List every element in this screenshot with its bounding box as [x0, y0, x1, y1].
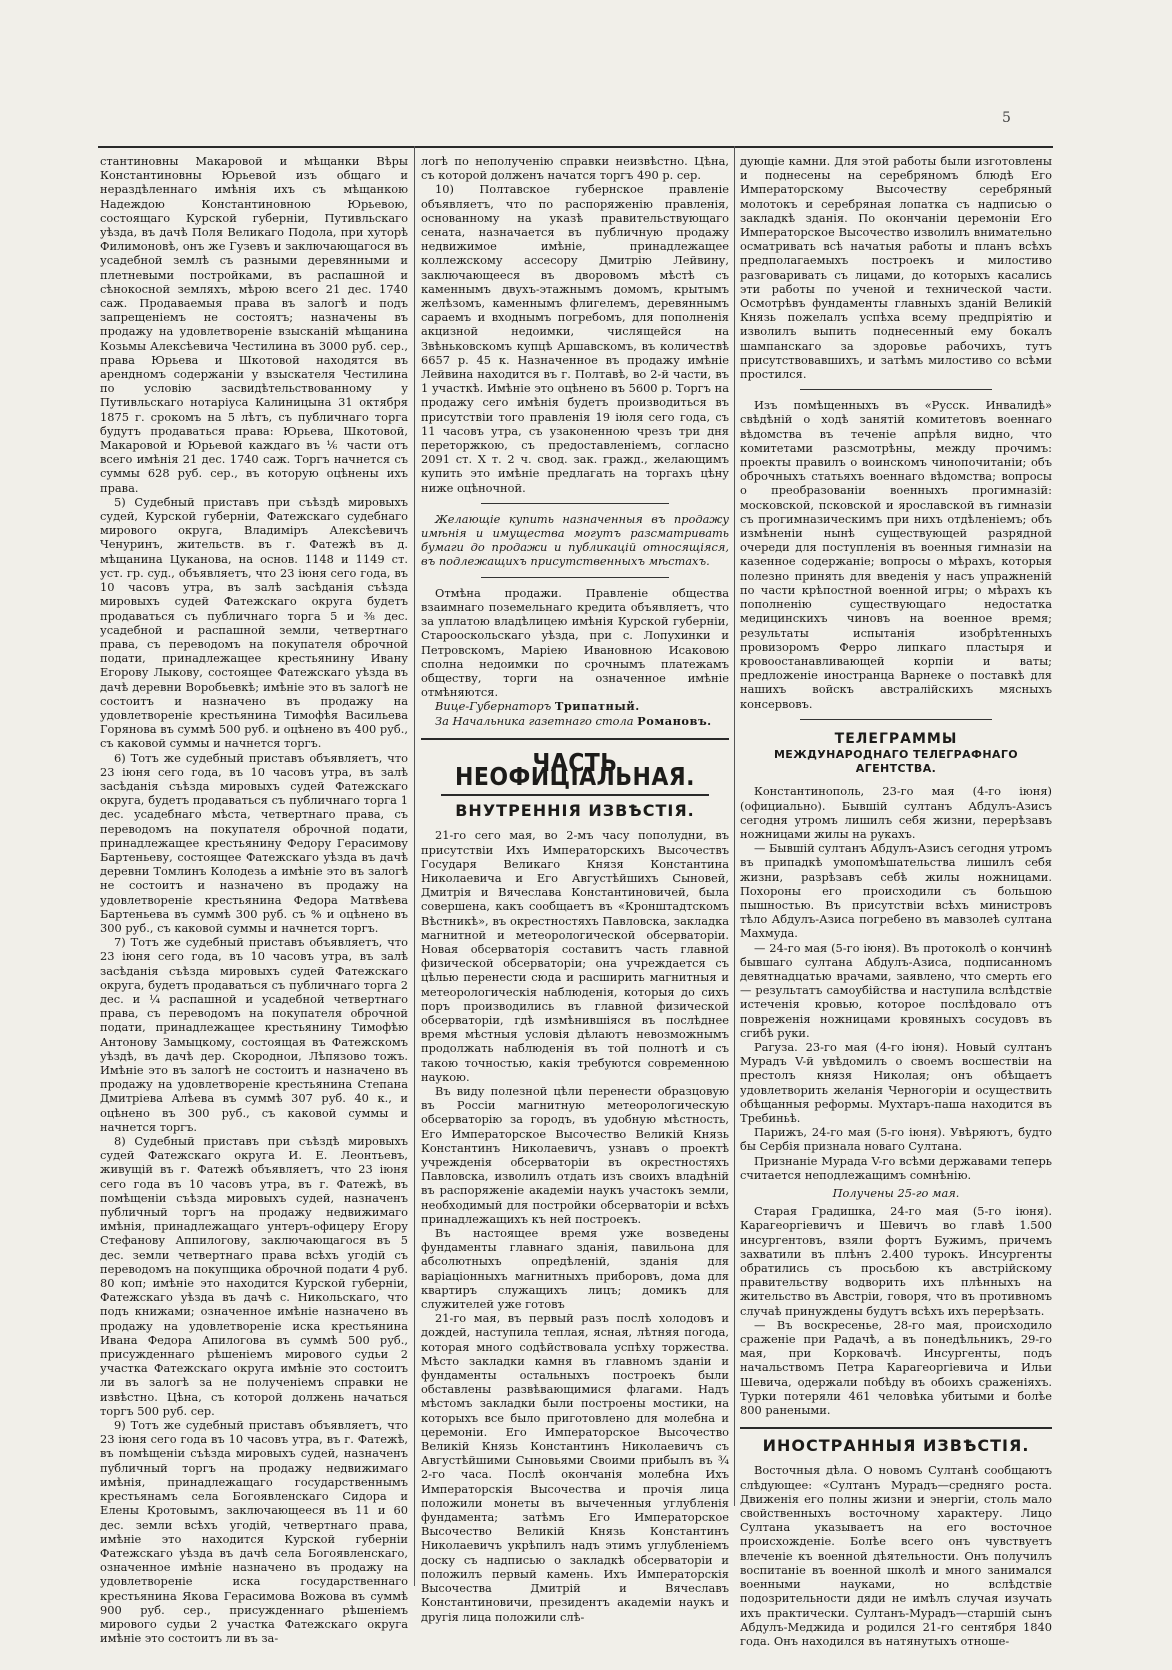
column-divider [414, 146, 415, 1586]
notice-paragraph: 5) Судебный приставъ при съѣздѣ мировыхъ судей, Курской губерніи, Фатежскаго судебнаго мирового округа, Владиміръ Алексѣевичъ Ченуринъ, жительств. въ г. Фатежѣ въ д. мѣщанина Цуканова, на основ. 1148 и 1149 ст. уст. гр. суд., объявляетъ, что 23 іюня сего года, въ 10 часовъ утра, въ залѣ засѣданія съѣзда мировыхъ судей Фатежскаго округа будетъ продаваться съ публичнаго торга 5 и ⅜ дес. усадебной и распашной земли, четвертнаго права, съ переводомъ на покупателя оброчной подати, принадлежащее крестьянину Ивану Егорову Лыкову, состоящее Фатежскаго уѣзда въ дачѣ деревни Воробьевкѣ; имѣніе это въ залогѣ не состоитъ и назначено въ продажу на удовлетвореніе крестьянина Тимофѣя Васильева Горянова въ суммѣ 500 руб. и оцѣнено въ 400 руб., съ каковой суммы и начнется торгъ. [100, 494, 408, 751]
telegram-item: Константинополь, 23-го мая (4-го іюня) (официально). Бывшій султанъ Абдулъ-Азисъ сегодня утромъ лишилъ себя жизни, перерѣзавъ ножницами жилы на рукахъ. [740, 784, 1052, 841]
column-3 [740, 154, 1052, 1654]
signature-role: За Начальника газетнаго стола [435, 713, 634, 728]
italic-note: Желающіе купить назначенныя въ продажу имѣнія и имущества могутъ разсматривать бумаги до продажи и публикацій относящіяся, въ подлежащихъ присутственныхъ мѣстахъ. [421, 511, 729, 569]
article-continuation: дующіе камни. Для этой работы были изготовлены и поднесены на серебряномъ блюдѣ Его Императорскому Высочеству серебряный молотокъ и серебряная лопатка съ надписью о закладкѣ зданія. По окончаніи церемоніи Его Императорское Высочество изволилъ внимательно осматривать всѣ начатыя работы и планъ всѣхъ предполагаемыхъ построекъ и милостиво разговаривать съ лицами, до которыхъ касались эти работы по ученой и технической части. Осмотрѣвъ фундаменты главныхъ зданій Великій Князь пожелалъ успѣха всему предпріятію и изволилъ выпить поднесенный ему бокалъ шампанскаго за здоровье рабочихъ, тутъ присутствовавшихъ, и затѣмъ милостиво со всѣми простился. [740, 154, 1052, 382]
divider [481, 503, 669, 504]
signature-name: Трипатный. [554, 699, 640, 714]
divider [481, 577, 669, 578]
column-2 [421, 154, 729, 1654]
part-title: ЧАСТЬ НЕОФИЦІАЛЬНАЯ. [455, 747, 695, 791]
signature-office [421, 714, 729, 728]
telegram-item: Признаніе Мурада V-го всѣми державами теперь считается неподлежащимъ сомнѣнію. [740, 1153, 1052, 1182]
section-rule [421, 738, 729, 740]
divider [800, 389, 992, 390]
notice-continuation: логѣ по неполученію справки неизвѣстно. Цѣна, съ которой долженъ начатся торгъ 490 р. сер. [421, 154, 729, 183]
cancel-notice: Отмѣна продажи. Правленіе общества взаимнаго поземельнаго кредита объявляетъ, что за уплатою владѣлицею имѣнія Курской губерніи, Старооскольскаго уѣзда, при с. Лопухинки и Петровскомъ, Маріею Ивановною Исаковою сполна недоимки по срочнымъ платежамъ обществу, торги на означенное имѣніе отмѣняются. [421, 585, 729, 700]
article-paragraph: 21-го мая, въ первый разъ послѣ холодовъ и дождей, наступила теплая, ясная, лѣтняя погода, которая много содѣйствовала успѣху торжества. Мѣсто закладки камня въ главномъ зданіи и фундаменты остальныхъ построекъ были обставлены развѣвающимися флагами. Надъ мѣстомъ закладки были построены мостики, на которыхъ все было приготовлено для молебна и церемоніи. Его Императорское Высочество Великій Князь Константинъ Николаевичъ съ Августѣйшими Сыновьями Своими прибылъ въ ¾ 2-го часа. Послѣ окончанія молебна Ихъ Императорскія Высочества и прочія лица положили монеты въ вычеченныя углубленія фундамента; затѣмъ Его Императорское Высочество Великій Князь Константинъ Николаевичъ укрѣпилъ надъ этимъ углубленіемъ доску съ надписью о закладкѣ обсерваторіи и положилъ первый камень. Ихъ Императорскія Высочества Дмитрій и Вячеславъ Константиновичи, президентъ академіи наукъ и другія лица положили слѣ- [421, 1311, 729, 1624]
article-paragraph: Восточныя дѣла. О новомъ Султанѣ сообщаютъ слѣдующее: «Султанъ Мурадъ—средняго роста. Движенія его полны жизни и энергіи, столь мало свойственныхъ восточному характеру. Лицо Султана указываетъ на его восточное происхожденіе. Болѣе всего онъ чувствуетъ влеченіе къ военной дѣятельности. Онъ получилъ воспитаніе въ военной школѣ и много занимался военными науками, но вслѣдствіе подозрительности дяди не имѣлъ случая изучать ихъ практически. Султанъ-Мурадъ—старшій сынъ Абдулъ-Меджида и родился 21-го сентября 1840 года. Онъ находился въ натянутыхъ отноше- [740, 1463, 1052, 1648]
foreign-section-title: ИНОСТРАННЫЯ ИЗВѢСТІЯ. [762, 1436, 1030, 1456]
column-1 [100, 154, 408, 1654]
page-number: 5 [1002, 110, 1011, 126]
signature-role: Вице-Губернаторъ [435, 699, 552, 714]
section-rule [740, 1427, 1052, 1429]
telegram-title: ТЕЛЕГРАММЫ [834, 730, 958, 747]
telegram-agency: МЕЖДУНАРОДНАГО ТЕЛЕГРАФНАГО АГЕНТСТВА. [773, 747, 1019, 776]
notice-paragraph: 8) Судебный приставъ при съѣздѣ мировыхъ судей Фатежскаго округа И. Е. Леонтьевъ, живущій въ г. Фатежѣ объявляетъ, что 23 іюня сего года въ 10 часовъ утра, въ г. Фатежѣ, въ помѣщеніи съѣзда мировыхъ судей, назначенъ публичный торгъ на продажу недвижимаго имѣнія, принадлежащаго унтеръ-офицеру Егору Стефанову Аппилогову, заключающагося въ 5 дес. земли четвертнаго права всѣхъ угодій съ переводомъ на покупщика оброчной подати 4 руб. 80 коп; имѣніе это находится Курской губерніи, Фатежскаго уѣзда въ дачѣ с. Никольскаго, что подъ книжами; означенное имѣніе назначено въ продажу на удовлетвореніе иска крестьянина Ивана Федора Апилогова въ суммѣ 500 руб., присужденнаго рѣшеніемъ мирового судьи 2 участка Фатежскаго округа имѣніе это состоитъ ли въ залогѣ за не полученіемъ справки не извѣстно. Цѣна, съ которой должень начаться торгъ 500 руб. сер. [100, 1134, 408, 1418]
received-note: Получены 25-го мая. [832, 1186, 960, 1201]
article-paragraph: Въ виду полезной цѣли перенести образцовую въ Россіи магнитную метеорологическую обсерваторію за городъ, въ удобную мѣстность, Его Императорское Высочество Великій Князь Константинъ Николаевичъ, узнавъ о проектѣ учрежденія обсерваторіи въ окрестностяхъ Павловска, изволилъ отдать изъ своихъ владѣній въ распоряженіе академіи наукъ участокъ земли, необходимый для постройки обсерваторіи и всѣхъ принадлежащихъ къ ней построекъ. [421, 1083, 729, 1226]
section-title: ВНУТРЕННІЯ ИЗВѢСТІЯ. [455, 801, 695, 821]
telegram-item: Парижъ, 24-го мая (5-го іюня). Увѣряютъ, будто бы Сербія признала новаго Султана. [740, 1125, 1052, 1154]
notice-paragraph: 6) Тотъ же судебный приставъ объявляетъ, что 23 іюня сего года, въ 10 часовъ утра, въ залѣ засѣданія съѣзда мировыхъ судей Фатежскаго округа, будетъ продаваться съ публичнаго торга 1 дес. усадебнаго мѣста, четвертнаго права, съ переводомъ на покупателя оброчной подати, принадлежащее крестьянину Федору Герасимову Бартеньеву, состоящее Фатежскаго уѣзда въ дачѣ деревни Томлинъ Колодезь а имѣніе это въ залогѣ не состоитъ и назначено въ продажу на удовлетвореніе крестьянина Федора Матвѣева Бартеньева въ суммѣ 300 руб. съ % и оцѣнено въ 300 руб., съ каковой суммы и начнется торгъ. [100, 750, 408, 935]
article-paragraph: Въ настоящее время уже возведены фундаменты главнаго зданія, павильона для абсолютныхъ опредѣленій, зданія для варіаціонныхъ магнитныхъ приборовъ, дома для квартиръ служащихъ лицъ; домикъ для служителей уже готовъ [421, 1226, 729, 1312]
signature-name: Романовъ. [637, 713, 712, 728]
section-rule [441, 794, 709, 796]
column-divider [734, 146, 735, 1506]
telegram-item: Старая Градишка, 24-го мая (5-го іюня). Карагеоргіевичъ и Шевичъ во главѣ 1.500 инсургентовъ, взяли фортъ Бужимъ, причемъ захватили въ плѣнъ 2.400 турокъ. Инсургенты обратились съ просьбою къ австрійскому правительству водворить ихъ плѣнныхъ на жительство въ Австріи, говоря, что въ противномъ случаѣ принуждены будутъ всѣхъ ихъ перерѣзать. [740, 1204, 1052, 1318]
article-paragraph: Изъ помѣщенныхъ въ «Русск. Инвалидѣ» свѣдѣній о ходѣ занятій комитетовъ военнаго вѣдомства въ теченіе апрѣля видно, что комитетами разсмотрѣны, между прочимъ: проекты правилъ о воинскомъ чинопочитаніи; объ оброчныхъ статьяхъ военнаго вѣдомства; вопросы о преобразованіи военныхъ прогимназій: московской, псковской и ярославской въ гимназіи съ прогимназическимъ при нихъ отдѣленіемъ; объ измѣненіи нынѣ существующей разрядной очереди для поступленія въ военныя гимназіи на казенное содержаніе; вопросы о мѣрахъ, которыя полезно принять для введенія у насъ упражненій по части крѣпостной военной игры; о мѣрахъ къ пополненію существующаго недостатка медицинскихъ чиновъ на военное время; результаты испытанія изобрѣтенныхъ провизоромъ Ферро липкаго пластыря и кровоостанавливающей корпіи и ваты; предложеніе иностранца Варнеке о поставкѣ для нашихъ войскъ австралійскихъ мясныхъ консервовъ. [740, 398, 1052, 711]
article-paragraph: 21-го сего мая, во 2-мъ часу пополудни, въ присутствіи Ихъ Императорскихъ Высочествъ Государя Великаго Князя Константина Николаевича и Его Августѣйшихъ Сыновей, Дмитрія и Вячеслава Константиновичей, была совершена, какъ сообщаетъ въ «Кронштадтскомъ Вѣстникѣ», въ окрестностяхъ Павловска, закладка магнитной и метеорологической обсерваторіи. Новая обсерваторія составитъ часть главной физической обсерваторіи; она учреждается съ цѣлью перенести сюда и расширить магнитныя и метеорологическія наблюденія, которыя до сихъ поръ производились въ главной физической обсерваторіи, гдѣ измѣнившіяся въ послѣднее время мѣстныя условія дѣлаютъ невозможнымъ продолжать наблюденія въ той полнотѣ и съ такою точностью, какія требуются современною наукою. [421, 828, 729, 1084]
top-rule [98, 146, 1053, 148]
notice-paragraph: 10) Полтавское губернское правленіе объявляетъ, что по распоряженію правленія, основанному на указѣ правительствующаго сената, назначается въ публичную продажу недвижимое имѣніе, принадлежащее коллежскому ассесору Дмитрію Лейвину, заключающееся въ дворовомъ мѣстѣ съ каменнымъ двухъ-этажнымъ домомъ, крытымъ желѣзомъ, каменнымъ флигелемъ, деревяннымъ сараемъ и входнымъ погребомъ, для пополненія акцизной недоимки, числящейся на Звѣньковскомъ купцѣ Аршавскомъ, въ количествѣ 6657 р. 45 к. Назначенное въ продажу имѣніе Лейвина находится въ г. Полтавѣ, во 2-й части, въ 1 участкѣ. Имѣніе это оцѣнено въ 5600 р. Торгъ на продажу сего имѣнія будетъ производиться въ присутствіи того правленія 19 іюля сего года, съ 11 часовъ утра, съ узаконенною чрезъ три дня переторжкою, съ предоставленіемъ, согласно 2091 ст. Х т. 2 ч. свод. зак. гражд., желающимъ купить это имѣніе предлагать на торгахъ цѣну ниже оцѣночной. [421, 182, 729, 495]
signature-vice-governor [421, 699, 729, 713]
telegram-item: Рагуза. 23-го мая (4-го іюня). Новый султанъ Мурадъ V-й увѣдомилъ о своемъ восшествіи на престолъ князя Николая; онъ обѣщаетъ удовлетворить желанія Черногоріи и осуществить обѣщанныя реформы. Мухтаръ-паша находится въ Требиньѣ. [740, 1039, 1052, 1125]
telegram-item: — 24-го мая (5-го іюня). Въ протоколѣ о кончинѣ бывшаго султана Абдулъ-Азиса, подписанномъ девятнадцатью врачами, заявлено, что смерть его — результатъ самоубійства и наступила вслѣдствіе истеченія кровью, которое послѣдовало отъ повреженія ножницами кровяныхъ сосудовъ въ сгибѣ руки. [740, 940, 1052, 1040]
divider [800, 719, 992, 720]
notice-paragraph: стантиновны Макаровой и мѣщанки Вѣры Константиновны Юрьевой изъ общаго и нераздѣленнаго имѣнія ихъ съ мѣщанкою Надеждою Константиновною Юрьевою, состоящаго Курской губерніи, Путивльскаго уѣзда, въ дачѣ Поля Великаго Подола, при хуторѣ Филимоновѣ, онъ же Гузевъ и заключающагося въ усадебной землѣ съ разными деревянными и плетневыми постройками, въ распашной и сѣнокосной земляхъ, мѣрою всего 21 дес. 1740 саж. Продаваемыя права въ залогѣ и подъ запрещеніемъ не состоятъ; назначены въ продажу на удовлетвореніе взысканій мѣщанина Козьмы Алексѣевича Честилина въ 3000 руб. сер., права Юрьева и Шкотовой находятся въ арендномъ содержаніи у взыскателя Честилина по условію засвидѣтельствованному у Путивльскаго нотаріуса Калиницына 31 октября 1875 г. срокомъ на 5 лѣтъ, съ публичнаго торга будутъ продаваться права: Юрьева, Шкотовой, Макаровой и Юрьевой каждаго въ ⅙ части отъ всего имѣнія 21 дес. 1740 саж. Торгъ начнется съ суммы 628 руб. сер., въ которую оцѣнены ихъ права. [100, 154, 408, 495]
telegram-item: — Въ воскресенье, 28-го мая, происходило сраженіе при Радачѣ, а въ понедѣльникъ, 29-го мая, при Корковачѣ. Инсургенты, подъ начальствомъ Петра Карагеоргіевича и Ильи Шевича, одержали побѣду въ обоихъ сраженіяхъ. Турки потеряли 461 человѣка убитыми и болѣе 800 ранеными. [740, 1317, 1052, 1418]
telegram-item: — Бывшій султанъ Абдулъ-Азисъ сегодня утромъ въ припадкѣ умопомѣшательства лишилъ себя жизни, разрѣзавъ себѣ жилы ножницами. Похороны его происходили съ большою пышностью. Въ присутствіи всѣхъ министровъ тѣло Абдулъ-Азиса погребено въ мавзолеѣ султана Махмуда. [740, 841, 1052, 941]
notice-paragraph: 9) Тотъ же судебный приставъ объявляетъ, что 23 іюня сего года въ 10 часовъ утра, въ г. Фатежѣ, въ помѣщеніи съѣзда мировыхъ судей, назначенъ публичный торгъ на продажу недвижимаго имѣнія, принадлежащаго государственнымъ крестьянамъ села Богоявленскаго Сидора и Елены Кротовымъ, заключающееся въ 11 и 60 дес. земли всѣхъ угодій, четвертнаго права, имѣніе это находится Курской губерніи Фатежскаго уѣзда въ дачѣ села Богоявленскаго, означенное имѣніе назначено въ продажу на удовлетвореніе иска государственнаго крестьянина Якова Герасимова Вожова въ суммѣ 900 руб. сер., присужденнаго рѣшеніемъ мирового судьи 2 участка Фатежскаго округа имѣніе это состоитъ ли въ за- [100, 1418, 408, 1646]
notice-paragraph: 7) Тотъ же судебный приставъ объявляетъ, что 23 іюня сего года, въ 10 часовъ утра, въ залѣ засѣданія съѣзда мировыхъ судей Фатежскаго округа, будетъ продаваться съ публичнаго торга 2 дес. и ¼ распашной и усадебной четвертнаго права, съ переводомъ на покупателя оброчной подати, принадлежащее крестьянину Тимофѣю Антонову Замыцкому, состоящая въ Фатежскомъ уѣздѣ, въ дачѣ дер. Скороднои, Лѣпязово тожъ. Имѣніе это въ залогѣ не состоитъ и назначено въ продажу на удовлетвореніе крестьянина Степана Дмитріева Алѣева въ суммѣ 307 руб. 40 к., и оцѣнено въ 300 руб., съ каковой суммы и начнется торгъ. [100, 935, 408, 1134]
